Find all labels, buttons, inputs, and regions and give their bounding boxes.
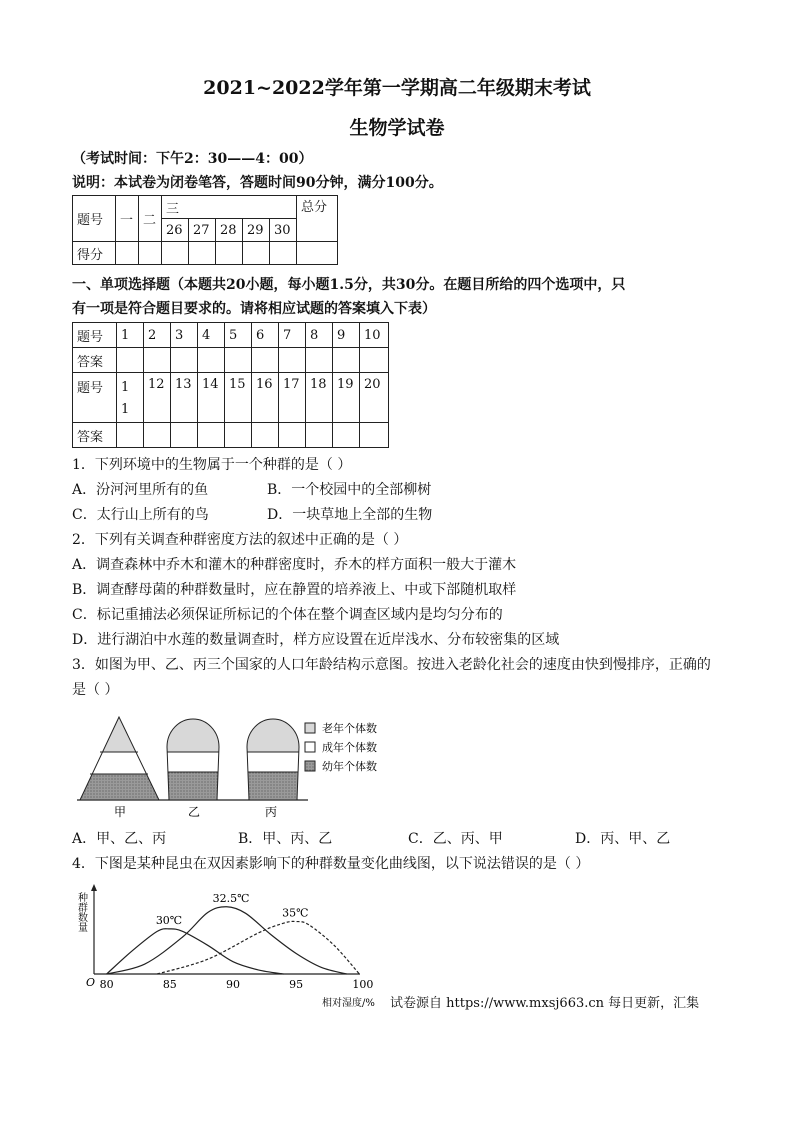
q-num: 1 (117, 323, 144, 348)
q3-stem-1: 3．如图为甲、乙、丙三个国家的人口年龄结构示意图。按进入老龄化社会的速度由快到慢排序，正确的 (72, 657, 711, 673)
q-num: 5 (225, 323, 252, 348)
score-cell[interactable] (189, 242, 216, 265)
answer-cell[interactable] (279, 423, 306, 448)
q-num: 12 (144, 373, 171, 423)
series-line-2 (157, 921, 359, 974)
series-line-0 (107, 929, 284, 974)
q4-stem: 4．下图是某种昆虫在双因素影响下的种群数量变化曲线图，以下说法错误的是（ ） (72, 856, 590, 872)
legend-label-young: 幼年个体数 (322, 760, 377, 773)
answer-table-q-label: 题号 (73, 373, 117, 423)
q-num: 3 (171, 323, 198, 348)
legend-label-elderly: 老年个体数 (322, 722, 377, 735)
page-subtitle: 生物学试卷 (349, 117, 445, 139)
answer-cell[interactable] (198, 423, 225, 448)
series-label-0: 30℃ (155, 913, 183, 927)
q-num: 14 (198, 373, 225, 423)
q2-option-b[interactable]: B．调查酵母菌的种群数量时，应在静置的培养液上、中或下部随机取样 (72, 582, 517, 598)
q2-option-a[interactable]: A．调查森林中乔木和灌木的种群密度时，乔木的样方面积一般大于灌木 (72, 557, 517, 573)
score-table-sub: 27 (189, 219, 216, 242)
q-num: 18 (306, 373, 333, 423)
score-table-col-3: 三 (162, 196, 297, 219)
q2-option-c[interactable]: C．标记重捕法必须保证所标记的个体在整个调查区域内是均匀分布的 (72, 607, 503, 623)
pyramid-jia (72, 712, 172, 804)
chart-ylabel: 种群数量 (75, 892, 87, 932)
instructions: 说明：本试卷为闭卷笔答，答题时间90分钟，满分100分。 (72, 175, 443, 191)
score-table-sub: 28 (216, 219, 243, 242)
q2-option-d[interactable]: D．进行湖泊中水莲的数量调查时，样方应设置在近岸浅水、分布较密集的区域 (72, 632, 560, 648)
q3-option-c[interactable]: C．乙、丙、甲 (408, 831, 503, 847)
answer-cell[interactable] (144, 423, 171, 448)
exam-time: （考试时间：下午2：30——4：00） (72, 151, 313, 167)
chart-x-ticks (100, 978, 374, 991)
page-title: 2021~2022学年第一学期高二年级期末考试 (203, 77, 591, 99)
answer-cell[interactable] (117, 423, 144, 448)
score-cell[interactable] (297, 242, 338, 265)
population-chart (72, 882, 392, 1008)
answer-cell[interactable] (306, 423, 333, 448)
q-num: 10 (360, 323, 389, 348)
age-structure-figure (72, 712, 402, 822)
score-table (72, 195, 338, 265)
q-num: 17 (279, 373, 306, 423)
pyramid-label-jia: 甲 (114, 805, 127, 819)
q1-option-d[interactable]: D．一块草地上全部的生物 (267, 507, 433, 523)
q-num-11 (117, 373, 144, 423)
answer-cell[interactable] (198, 348, 225, 373)
score-table-total: 总分 (297, 196, 338, 242)
q3-option-a[interactable]: A．甲、乙、丙 (72, 831, 167, 847)
score-table-sub: 30 (270, 219, 297, 242)
legend-swatch-elderly (305, 723, 315, 733)
q-num: 13 (171, 373, 198, 423)
x-tick-label: 90 (226, 978, 240, 991)
answer-cell[interactable] (117, 348, 144, 373)
q-num: 8 (306, 323, 333, 348)
q-num: 2 (144, 323, 171, 348)
score-cell[interactable] (243, 242, 270, 265)
chart-xlabel: 相对湿度/% (322, 998, 375, 1008)
pyramid-label-yi: 乙 (188, 805, 201, 819)
answer-cell[interactable] (225, 423, 252, 448)
q3-stem-2: 是（ ） (72, 682, 119, 698)
x-tick-label: 85 (162, 978, 177, 991)
q-num: 19 (333, 373, 360, 423)
score-row-label: 得分 (73, 242, 116, 265)
answer-cell[interactable] (333, 348, 360, 373)
x-tick-label: 100 (352, 978, 374, 991)
series-label-1: 32.5℃ (212, 891, 250, 905)
q1-option-a[interactable]: A．汾河河里所有的鱼 (72, 482, 209, 498)
q-num: 6 (252, 323, 279, 348)
answer-cell[interactable] (360, 423, 389, 448)
q-num: 15 (225, 373, 252, 423)
pyramid-yi (162, 712, 222, 802)
q1-option-b[interactable]: B．一个校园中的全部柳树 (267, 482, 432, 498)
answer-cell[interactable] (144, 348, 171, 373)
x-tick-label: 80 (99, 978, 114, 991)
answer-cell[interactable] (252, 423, 279, 448)
x-tick-label: 95 (289, 978, 304, 991)
pyramid-label-bing: 丙 (265, 805, 278, 819)
score-cell[interactable] (116, 242, 139, 265)
footer-source: 试卷源自 https://www.mxsj663.cn 每日更新，汇集 (390, 996, 700, 1011)
pyramid-bing (242, 712, 302, 802)
answer-cell[interactable] (333, 423, 360, 448)
q1-stem: 1．下列环境中的生物属于一个种群的是（ ） (72, 457, 352, 473)
score-table-sub: 26 (162, 219, 189, 242)
answer-cell[interactable] (225, 348, 252, 373)
answer-cell[interactable] (360, 348, 389, 373)
q-num: 9 (333, 323, 360, 348)
series-line-1 (107, 907, 347, 974)
y-axis-arrow (91, 884, 97, 891)
answer-table-q-label: 题号 (73, 323, 117, 348)
q3-option-d[interactable]: D．丙、甲、乙 (575, 831, 671, 847)
score-table-sub: 29 (243, 219, 270, 242)
answer-cell[interactable] (279, 348, 306, 373)
q-num: 4 (198, 323, 225, 348)
q3-option-b[interactable]: B．甲、丙、乙 (238, 831, 333, 847)
legend-swatch-adult (305, 742, 315, 752)
q1-option-c[interactable]: C．太行山上所有的鸟 (72, 507, 209, 523)
chart-series (107, 892, 360, 974)
answer-cell[interactable] (171, 423, 198, 448)
series-label-2: 35℃ (282, 906, 309, 920)
score-cell[interactable] (162, 242, 189, 265)
q-num: 16 (252, 373, 279, 423)
score-table-header-label: 题号 (73, 196, 116, 242)
score-cell[interactable] (270, 242, 297, 265)
section1-heading-2: 有一项是符合题目要求的。请将相应试题的答案填入下表） (72, 301, 436, 317)
chart-origin: O (86, 976, 96, 989)
q2-stem: 2．下列有关调查种群密度方法的叙述中正确的是（ ） (72, 532, 408, 548)
q-num-11-b: 1 (121, 402, 130, 417)
answer-table-a-label: 答案 (73, 423, 117, 448)
answer-cell[interactable] (252, 348, 279, 373)
legend-swatch-young (305, 761, 315, 771)
section1-heading-1: 一、单项选择题（本题共20小题，每小题1.5分，共30分。在题目所给的四个选项中，只 (72, 277, 626, 293)
q-num: 7 (279, 323, 306, 348)
q-num: 20 (360, 373, 389, 423)
answer-table (72, 322, 389, 448)
score-cell[interactable] (139, 242, 162, 265)
answer-cell[interactable] (306, 348, 333, 373)
answer-cell[interactable] (171, 348, 198, 373)
legend-label-adult: 成年个体数 (322, 741, 377, 754)
score-table-col-2: 二 (139, 196, 162, 242)
score-table-col-1: 一 (116, 196, 139, 242)
q-num-11-a: 1 (121, 380, 130, 395)
answer-table-a-label: 答案 (73, 348, 117, 373)
score-cell[interactable] (216, 242, 243, 265)
